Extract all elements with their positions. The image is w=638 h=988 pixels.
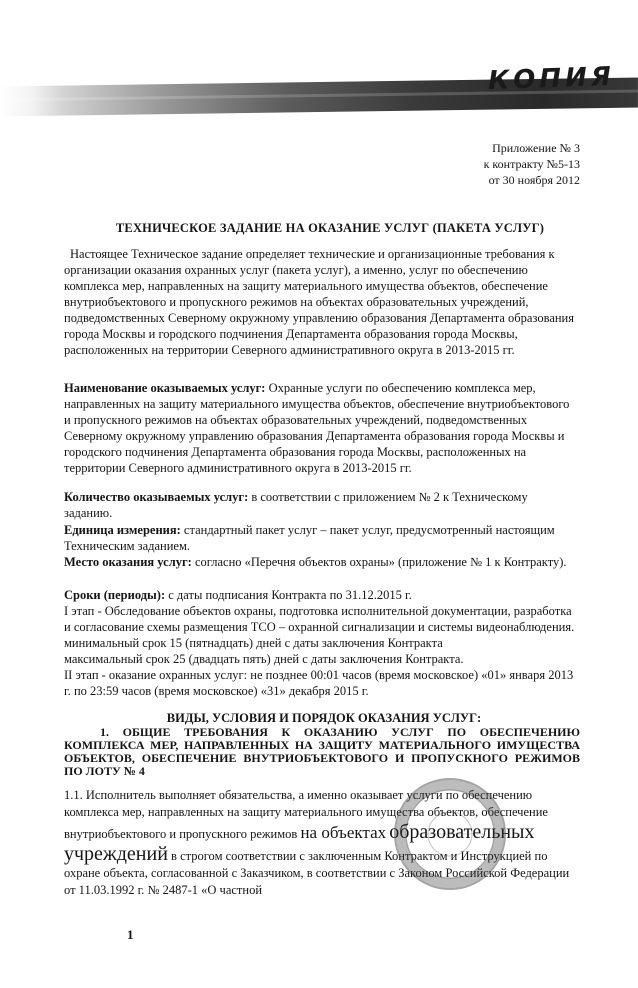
page-number: 1 (127, 927, 134, 942)
section-subtitle: 1. ОБЩИЕ ТРЕБОВАНИЯ К ОКАЗАНИЮ УСЛУГ ПО ОБЕСПЕЧЕНИЮ КОМПЛЕКСА МЕР, НАПРАВЛЕННЫХ НА ЗАЩИТУ МАТЕРИАЛЬНОГО ИМУЩЕСТВА ОБЪЕКТОВ, ОБЕСПЕЧЕНИЕ ВНУТРИОБЪЕКТОВОГО И ПРОПУСКНОГО РЕЖИМОВ ПО ЛОТУ № 4 (64, 725, 580, 778)
appendix-line-3: от 30 ноября 2012 (488, 173, 580, 187)
terms-label: Сроки (периоды): (64, 588, 166, 602)
clause-text-b: на объектах (300, 823, 387, 842)
service-name-paragraph (64, 380, 576, 476)
stage-1-text: I этап - Обследование объектов охраны, подготовка исполнительной документации, разработка и согласование схемы размещения ТСО – охранной сигнализации и системы видеонаблюдения. (64, 604, 575, 634)
round-seal-icon (394, 778, 506, 890)
clause-text-c: образовательных учреждений (64, 821, 535, 865)
intro-paragraph: Настоящее Техническое задание определяет технические и организационные требования к организации оказания охранных услуг (пакета услуг), а именно, услуг по обеспечению комплекса мер, направленных на защиту материального имущества объектов, обеспечение внутриобъектового и пропускного режимов на объектах образовательных учреждений, подведомственных Северному окружному управлению образования Департамента образования города Москвы и городского подчинения Департамента образования города Москвы, расположенных на территории Северного административного округа в 2013-2015 гг. (64, 247, 574, 357)
service-name-label: Наименование оказываемых услуг: (64, 381, 266, 395)
min-term-text: минимальный срок 15 (пятнадцать) дней с даты заключения Контракта (64, 636, 443, 650)
max-term-text: максимальный срок 25 (двадцать пять) дней с даты заключения Контракта. (64, 652, 464, 666)
service-quantity-label: Количество оказываемых услуг: (64, 490, 249, 504)
unit-value: стандартный пакет услуг – пакет услуг, предусмотренный настоящим Техническим заданием. (64, 523, 555, 553)
service-quantity-paragraph (64, 489, 576, 521)
stage-2-text: II этап - оказание охранных услуг: не позднее 00:01 часов (время московское) «01» января 2013 г. по 23:59 часов (время московское) «31» декабря 2015 г. (64, 668, 574, 698)
terms-paragraph (64, 587, 576, 699)
clause-text-d: в строгом соответствии с заключенным Контрактом и Инструкцией по охране объекта, согласованной с Заказчиком, в соответствии с Законом Российской Федерации от 11.03.1992 г. № 2487-1 «О частной (64, 849, 570, 897)
clause-text-a: 1.1. Исполнитель выполняет обязательства, а именно оказывает услуги по обеспечению комплекса мер, направленных на защиту материального имущества объектов, обеспечение внутриобъектового и пропускного режимов (64, 788, 548, 841)
service-quantity-value: в соответствии с приложением № 2 к Техническому заданию. (64, 490, 528, 520)
unit-label: Единица измерения: (64, 523, 181, 537)
section-title: ВИДЫ, УСЛОВИЯ И ПОРЯДОК ОКАЗАНИЯ УСЛУГ: (166, 711, 482, 725)
document-title: ТЕХНИЧЕСКОЕ ЗАДАНИЕ НА ОКАЗАНИЕ УСЛУГ (ПАКЕТА УСЛУГ) (115, 221, 545, 235)
unit-paragraph (64, 522, 576, 554)
place-paragraph (64, 554, 576, 570)
appendix-line-1: Приложение № 3 (492, 141, 580, 155)
place-value: согласно «Перечня объектов охраны» (приложение № 1 к Контракту). (191, 555, 567, 569)
appendix-reference (380, 140, 580, 188)
place-label: Место оказания услуг: (64, 555, 192, 569)
terms-value: с даты подписания Контракта по 31.12.2015 г. (165, 588, 412, 602)
service-name-value: Охранные услуги по обеспечению комплекса мер, направленных на защиту материального имущества объектов, обеспечение внутриобъектового и пропускного режимов на объектах образовательных учреждений, подведомственных Северному окружному управлению образования Департамента образования города Москвы и городского подчинения Департамента образования города Москвы, расположенных на территории Северного административного округа в 2013-2015 гг. (64, 381, 570, 475)
copy-stamp-header: КОПИЯ (487, 61, 616, 97)
appendix-line-2: к контракту №5-13 (483, 157, 580, 171)
